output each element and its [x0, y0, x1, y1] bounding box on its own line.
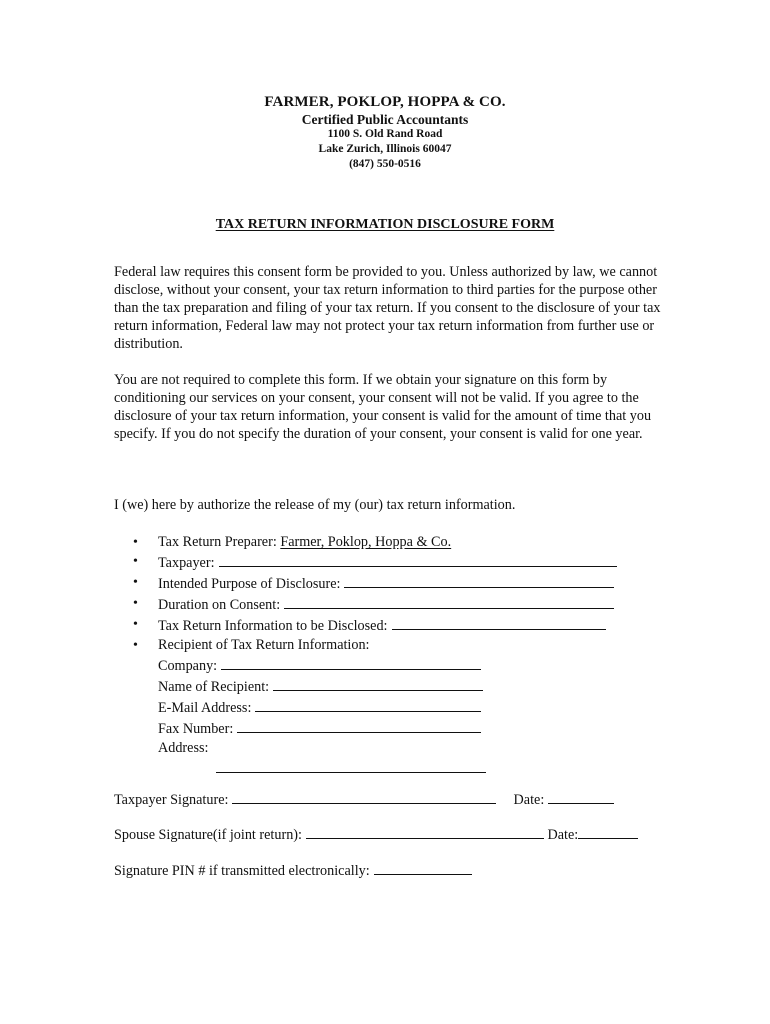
recipient-name-label: Name of Recipient: — [158, 679, 270, 695]
email-row — [158, 697, 674, 718]
list-item-duration — [114, 594, 674, 615]
spouse-signature-label: Spouse Signature(if joint return): — [114, 827, 302, 843]
company-row — [158, 655, 674, 676]
firm-address-line2: Lake Zurich, Illinois 60047 — [318, 143, 452, 155]
bullet-icon: • — [133, 535, 138, 550]
recipient-name-blank-line[interactable] — [273, 676, 483, 691]
form-title: TAX RETURN INFORMATION DISCLOSURE FORM — [215, 217, 555, 232]
spouse-signature-row — [114, 824, 638, 844]
address-blank-line[interactable] — [216, 758, 486, 773]
signature-pin-line[interactable] — [374, 860, 472, 875]
purpose-label: Intended Purpose of Disclosure: — [158, 576, 341, 592]
taxpayer-signature-label: Taxpayer Signature: — [114, 792, 229, 808]
taxpayer-date-line[interactable] — [548, 789, 614, 804]
authorization-statement: I (we) here by authorize the release of my (our) tax return information. — [114, 497, 516, 513]
taxpayer-blank-line[interactable] — [219, 552, 617, 567]
address-row — [158, 739, 674, 758]
address-label: Address: — [158, 740, 209, 756]
taxpayer-date-label: Date: — [513, 792, 545, 808]
purpose-blank-line[interactable] — [344, 573, 614, 588]
fax-row — [158, 718, 674, 739]
preparer-value: Farmer, Poklop, Hoppa & Co. — [280, 534, 452, 550]
recipient-label: Recipient of Tax Return Information: — [158, 637, 370, 653]
form-title-wrap — [0, 217, 770, 233]
preparer-label: Tax Return Preparer: — [158, 534, 277, 550]
duration-label: Duration on Consent: — [158, 597, 281, 613]
email-blank-line[interactable] — [255, 697, 481, 712]
firm-name: FARMER, POKLOP, HOPPA & CO. — [264, 94, 506, 110]
list-item-purpose — [114, 573, 674, 594]
email-label: E-Mail Address: — [158, 700, 252, 716]
list-item-taxpayer — [114, 552, 674, 573]
taxpayer-signature-row — [114, 789, 614, 809]
info-blank-line[interactable] — [392, 615, 606, 630]
list-item-info — [114, 615, 674, 636]
company-label: Company: — [158, 658, 218, 674]
not-required-paragraph: You are not required to complete this form. If we obtain your signature on this form by conditioning our services on your consent, your consent will not be valid. If you agree to the disclosure of your tax return information, your consent is valid for the amount of time that you specify. If you do not specify the duration of your consent, your consent is valid for one year. — [114, 372, 652, 442]
list-item-preparer — [114, 533, 674, 552]
firm-address-line1: 1100 S. Old Rand Road — [327, 128, 443, 140]
duration-blank-line[interactable] — [284, 594, 614, 609]
disclosure-fields-list — [114, 533, 674, 777]
fax-blank-line[interactable] — [237, 718, 481, 733]
consent-paragraph: Federal law requires this consent form be provided to you. Unless authorized by law, we cannot disclose, without your consent, your tax return information to third parties for the purpose other than the tax preparation and filing of your tax return. If you consent to the disclosure of your tax return information, Federal law may not protect your tax return information from further use or distribution. — [114, 264, 661, 352]
signature-pin-row — [114, 860, 472, 880]
firm-phone: (847) 550-0516 — [349, 158, 421, 170]
bullet-icon: • — [133, 554, 138, 569]
spouse-signature-line[interactable] — [306, 824, 544, 839]
bullet-icon: • — [133, 575, 138, 590]
bullet-icon: • — [133, 617, 138, 632]
company-blank-line[interactable] — [221, 655, 481, 670]
info-label: Tax Return Information to be Disclosed: — [158, 618, 388, 634]
recipient-name-row — [158, 676, 674, 697]
taxpayer-signature-line[interactable] — [232, 789, 496, 804]
signature-pin-label: Signature PIN # if transmitted electronically: — [114, 863, 370, 879]
spouse-date-label: Date: — [547, 827, 579, 843]
firm-subtitle: Certified Public Accountants — [301, 112, 469, 127]
address-second-row — [158, 758, 674, 777]
taxpayer-label: Taxpayer: — [158, 555, 215, 571]
spouse-date-line[interactable] — [578, 824, 638, 839]
fax-label: Fax Number: — [158, 721, 234, 737]
bullet-icon: • — [133, 638, 138, 653]
bullet-icon: • — [133, 596, 138, 611]
list-item-recipient — [114, 636, 674, 777]
